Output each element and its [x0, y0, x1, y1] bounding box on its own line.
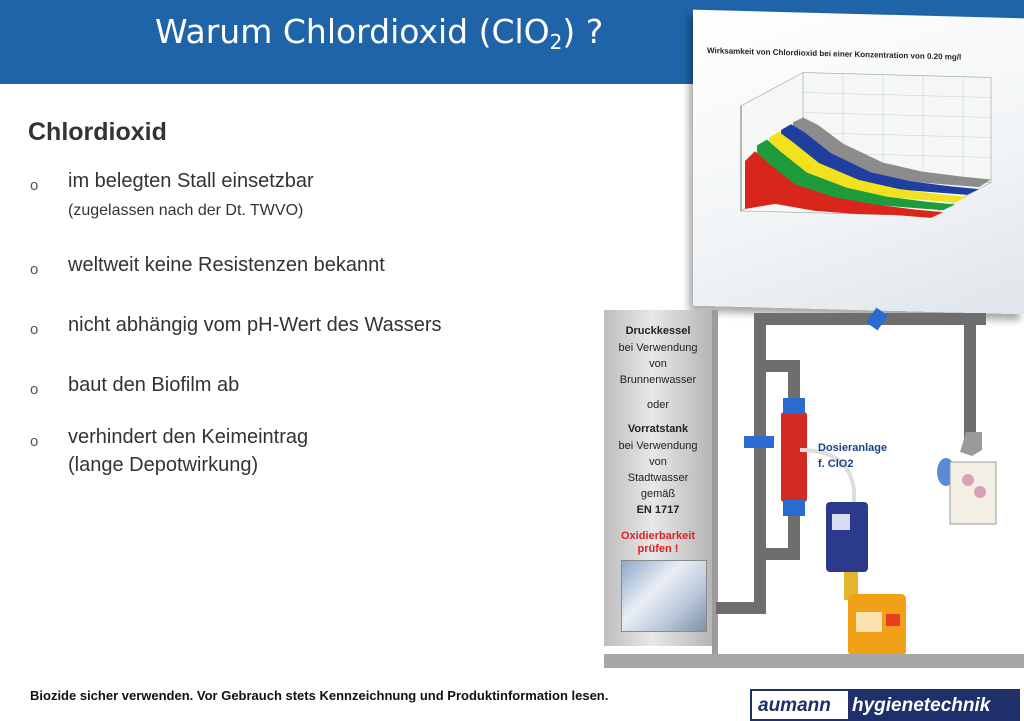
- company-logo: aumann hygienetechnik: [750, 689, 1020, 721]
- tank-desc: Brunnenwasser: [619, 374, 697, 386]
- bullet-subtext: (zugelassen nach der Dt. TWVO): [68, 202, 304, 219]
- chart-3d-graphic: [693, 10, 1024, 315]
- tank-desc: gemäß: [640, 488, 676, 500]
- bullet-text: nicht abhängig vom pH-Wert des Wassers: [68, 314, 442, 336]
- tank-oder: oder: [646, 399, 670, 411]
- chart-title: Wirksamkeit von Chlordioxid bei einer Konzentration von 0.20 mg/l: [707, 46, 962, 62]
- bullet-subtext: (lange Depotwirkung): [68, 454, 259, 476]
- biocide-disclaimer: Biozide sicher verwenden. Vor Gebrauch stets Kennzeichnung und Produktinformation lesen.: [30, 688, 609, 703]
- test-kit-photo: [621, 560, 707, 632]
- bullet-text: baut den Biofilm ab: [68, 374, 240, 396]
- bullet-marker: o: [30, 381, 39, 398]
- tank-desc: bei Verwendung: [618, 342, 698, 354]
- section-title: Chlordioxid: [28, 118, 167, 146]
- tank-norm: EN 1717: [636, 504, 680, 516]
- bullet-text: verhindert den Keimeintrag: [68, 426, 309, 448]
- chart-image: [693, 10, 1024, 315]
- dosing-unit-label: Dosieranlage f. ClO2: [818, 442, 888, 470]
- tank-desc: von: [649, 358, 667, 370]
- bullet-marker: o: [30, 261, 39, 278]
- bullet-text: weltweit keine Resistenzen bekannt: [68, 254, 385, 276]
- page-title: Warum Chlordioxid (ClO$_2$) ?: [155, 12, 604, 54]
- bullet-marker: o: [30, 177, 39, 194]
- oxidation-warning: Oxidierbarkeit prüfen !: [621, 530, 695, 555]
- tank-desc: von: [649, 456, 667, 468]
- floor-line: [604, 654, 1024, 668]
- tank-label-vorratstank: Vorratstank: [627, 423, 689, 435]
- bullet-marker: o: [30, 433, 39, 450]
- tank-desc: Stadtwasser: [627, 472, 689, 484]
- bullet-text: im belegten Stall einsetzbar: [68, 170, 314, 192]
- tank-label-druckkessel: Druckkessel: [625, 325, 691, 337]
- pressure-tank-side: [712, 310, 718, 660]
- bullet-marker: o: [30, 321, 39, 338]
- tank-desc: bei Verwendung: [618, 440, 698, 452]
